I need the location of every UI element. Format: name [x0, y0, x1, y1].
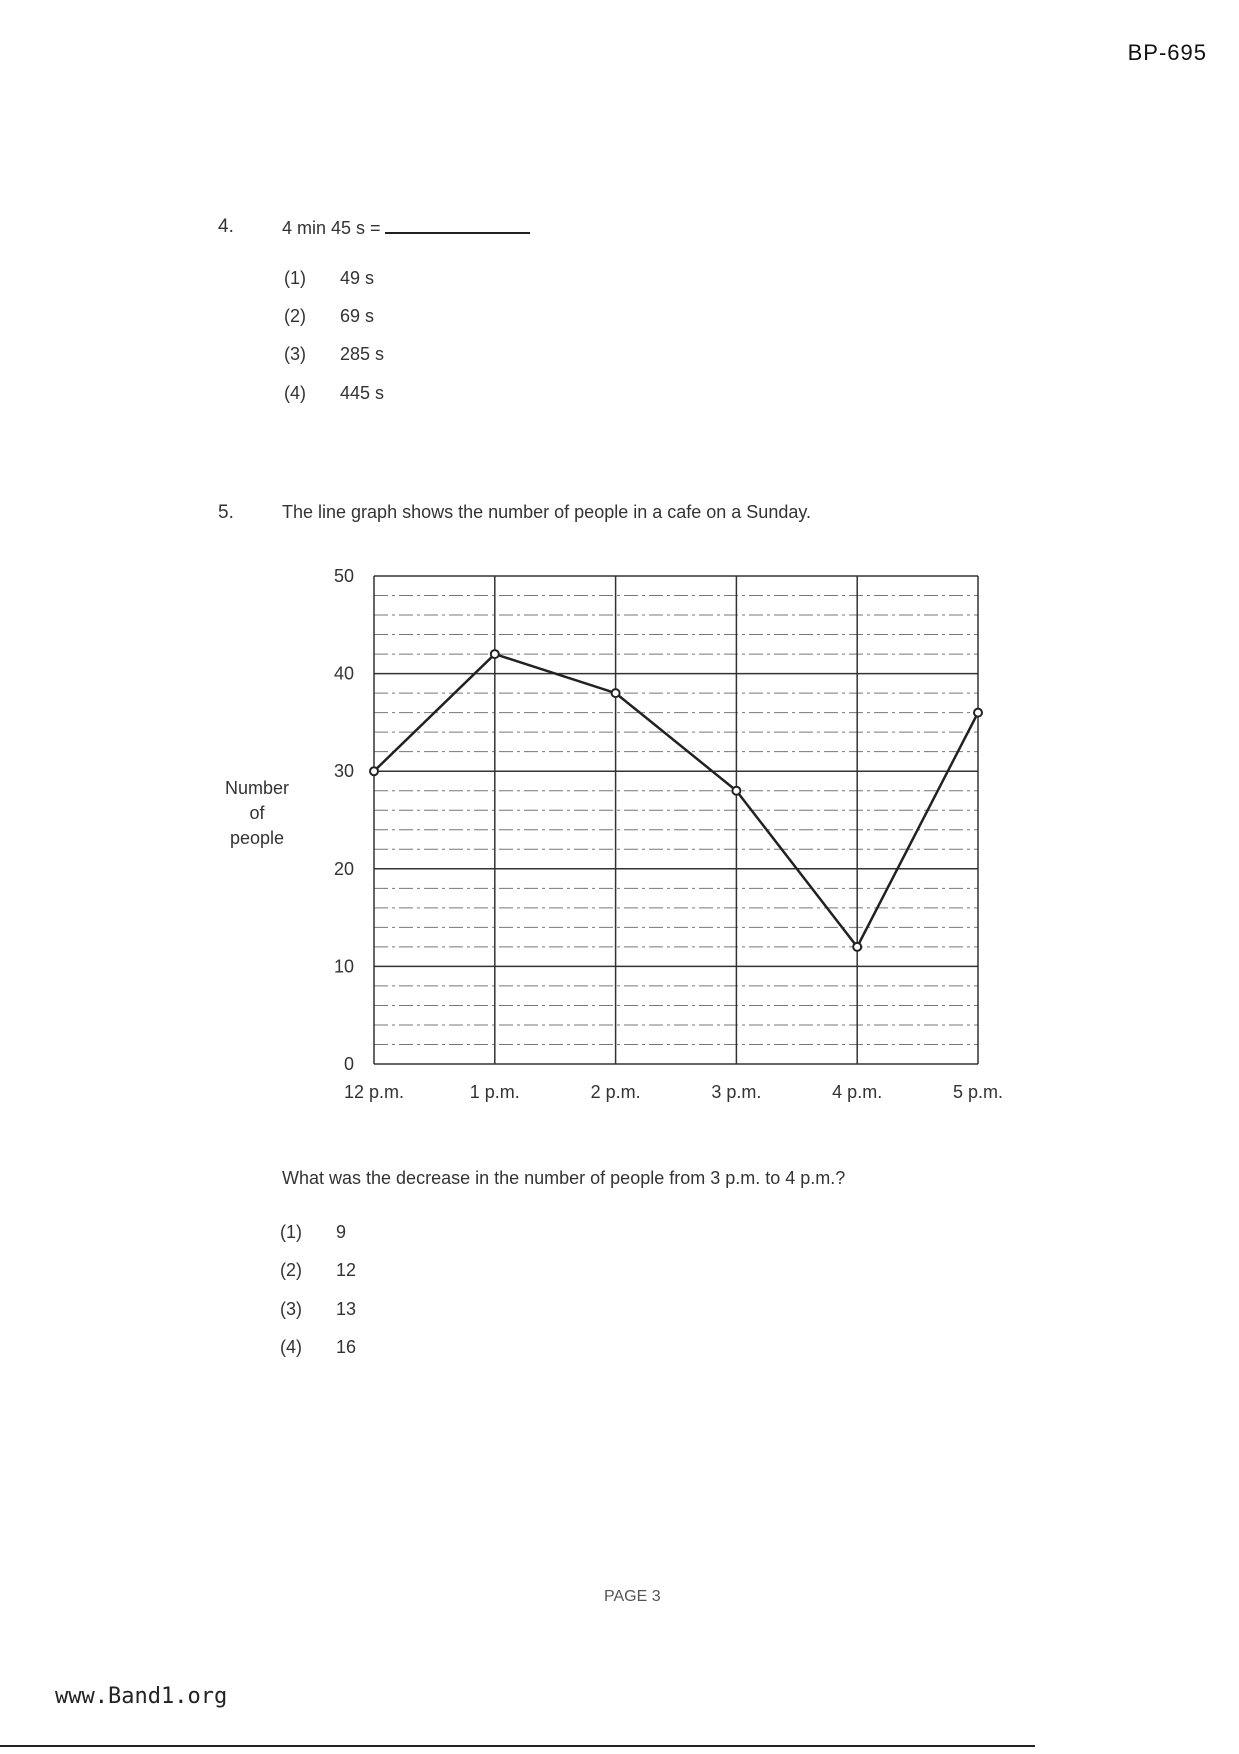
question-4-text: 4 min 45 s =	[282, 218, 381, 238]
y-tick-label: 40	[333, 663, 354, 684]
x-tick-label: 5 p.m.	[952, 1082, 1004, 1102]
x-tick-label: 1 p.m.	[469, 1082, 520, 1102]
major-gridlines	[374, 576, 978, 1064]
question-5-option-2: (2) 12	[280, 1260, 357, 1280]
question-4-option-1: (1) 49 s	[284, 268, 375, 288]
data-point	[491, 650, 499, 658]
y-tick-label: 0	[343, 1054, 354, 1074]
question-5-prompt: What was the decrease in the number of people from 3 p.m. to 4 p.m.?	[282, 1168, 846, 1188]
y-tick-labels	[334, 566, 354, 1074]
question-5-option-4: (4) 16	[280, 1337, 357, 1357]
question-4-option-4: (4) 445 s	[284, 383, 385, 403]
data-point	[612, 689, 620, 697]
y-tick-label: 10	[333, 956, 354, 977]
y-tick-label: 20	[333, 858, 354, 879]
data-point	[853, 943, 861, 951]
document-code: BP-695	[1127, 40, 1207, 65]
question-5-option-1: (1) 9	[280, 1222, 347, 1242]
series-line	[374, 654, 978, 947]
x-tick-label: 2 p.m.	[590, 1082, 641, 1102]
page-number: PAGE 3	[604, 1588, 661, 1605]
x-tick-label: 3 p.m.	[711, 1082, 762, 1102]
x-tick-labels	[344, 1082, 1003, 1102]
question-4-number: 4.	[218, 216, 234, 237]
question-5-text: The line graph shows the number of people in a cafe on a Sunday.	[282, 502, 812, 522]
y-axis-label: Number of people	[224, 778, 290, 848]
minor-gridlines	[374, 596, 978, 1045]
bottom-rule	[0, 1745, 1035, 1747]
x-tick-label: 4 p.m.	[832, 1082, 883, 1102]
x-tick-label: 12 p.m.	[343, 1082, 405, 1102]
data-point	[370, 767, 378, 775]
data-points	[370, 650, 982, 951]
data-point	[732, 787, 740, 795]
y-tick-label: 50	[333, 566, 354, 586]
question-5-option-3: (3) 13	[280, 1299, 357, 1319]
question-4-option-3: (3) 285 s	[284, 344, 385, 364]
y-tick-label: 30	[333, 761, 354, 782]
data-point	[974, 709, 982, 717]
question-5-number: 5.	[218, 502, 234, 523]
site-watermark: www.Band1.org	[55, 1684, 228, 1709]
question-4-option-2: (2) 69 s	[284, 306, 375, 326]
